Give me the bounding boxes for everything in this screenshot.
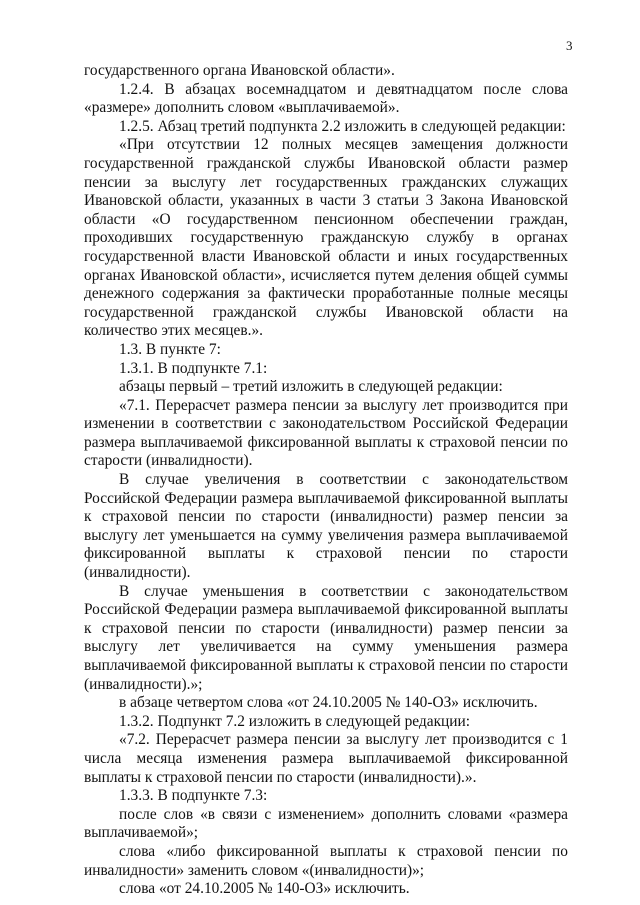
paragraph: 1.3. В пункте 7: <box>119 340 221 358</box>
paragraph: В случае увеличения в соответствии с законодательством Российской Федерации размера выплачиваемой фиксированной выплаты к страховой пенсии по старости (инвалидности) размер пенсии за выслугу лет уменьшается на сумму увеличения размера выплачиваемой фиксированной выплаты к страховой пенсии по старости (инвалидности). <box>84 471 568 582</box>
document-body <box>84 62 568 899</box>
paragraph: в абзаце четвертом слова «от 24.10.2005 № 140-ОЗ» исключить. <box>119 694 538 712</box>
paragraph: 1.3.2. Подпункт 7.2 изложить в следующей редакции: <box>119 712 471 730</box>
paragraph: 1.3.3. В подпункте 7.3: <box>119 787 268 805</box>
paragraph: 1.2.4. В абзацах восемнадцатом и девятнадцатом после слова «размере» дополнить словом «выплачиваемой». <box>84 80 568 117</box>
paragraph: абзацы первый – третий изложить в следующей редакции: <box>119 378 503 396</box>
paragraph: слова «от 24.10.2005 № 140-ОЗ» исключить. <box>119 880 410 898</box>
paragraph: 1.2.5. Абзац третий подпункта 2.2 изложить в следующей редакции: <box>119 117 566 135</box>
paragraph: «При отсутствии 12 полных месяцев замещения должности государственной гражданской службы Ивановской области размер пенсии за выслугу лет государственных гражданских служащих Ивановской области, указанных в части 3 статьи 3 Закона Ивановской области «О государственном пенсионном обеспечении граждан, проходивших государственную гражданскую службу в органах государственной власти Ивановской области и иных государственных органах Ивановской области», исчисляется путем деления общей суммы денежного содержания за фактически проработанные полные месяцы государственной гражданской службы Ивановской области на количество этих месяцев.». <box>84 136 568 340</box>
paragraph: В случае уменьшения в соответствии с законодательством Российской Федерации размера выплачиваемой фиксированной выплаты к страховой пенсии по старости (инвалидности) размер пенсии за выслугу лет увеличивается на сумму уменьшения размера выплачиваемой фиксированной выплаты к страховой пенсии по старости (инвалидности).»; <box>84 582 568 693</box>
paragraph: после слов «в связи с изменением» дополнить словами «размера выплачиваемой»; <box>84 805 568 842</box>
paragraph: слова «либо фиксированной выплаты к страховой пенсии по инвалидности» заменить словом «(инвалидности)»; <box>84 842 568 879</box>
paragraph: 1.3.1. В подпункте 7.1: <box>119 359 268 377</box>
paragraph: «7.1. Перерасчет размера пенсии за выслугу лет производится при изменении в соответствии с законодательством Российской Федерации размера выплачиваемой фиксированной выплаты к страховой пенсии по старости (инвалидности). <box>84 396 568 470</box>
paragraph: государственного органа Ивановской области». <box>84 62 395 79</box>
page-number: 3 <box>566 38 573 53</box>
paragraph: «7.2. Перерасчет размера пенсии за выслугу лет производится с 1 числа месяца изменения размера выплачиваемой фиксированной выплаты к страховой пенсии по старости (инвалидности).». <box>84 731 568 786</box>
